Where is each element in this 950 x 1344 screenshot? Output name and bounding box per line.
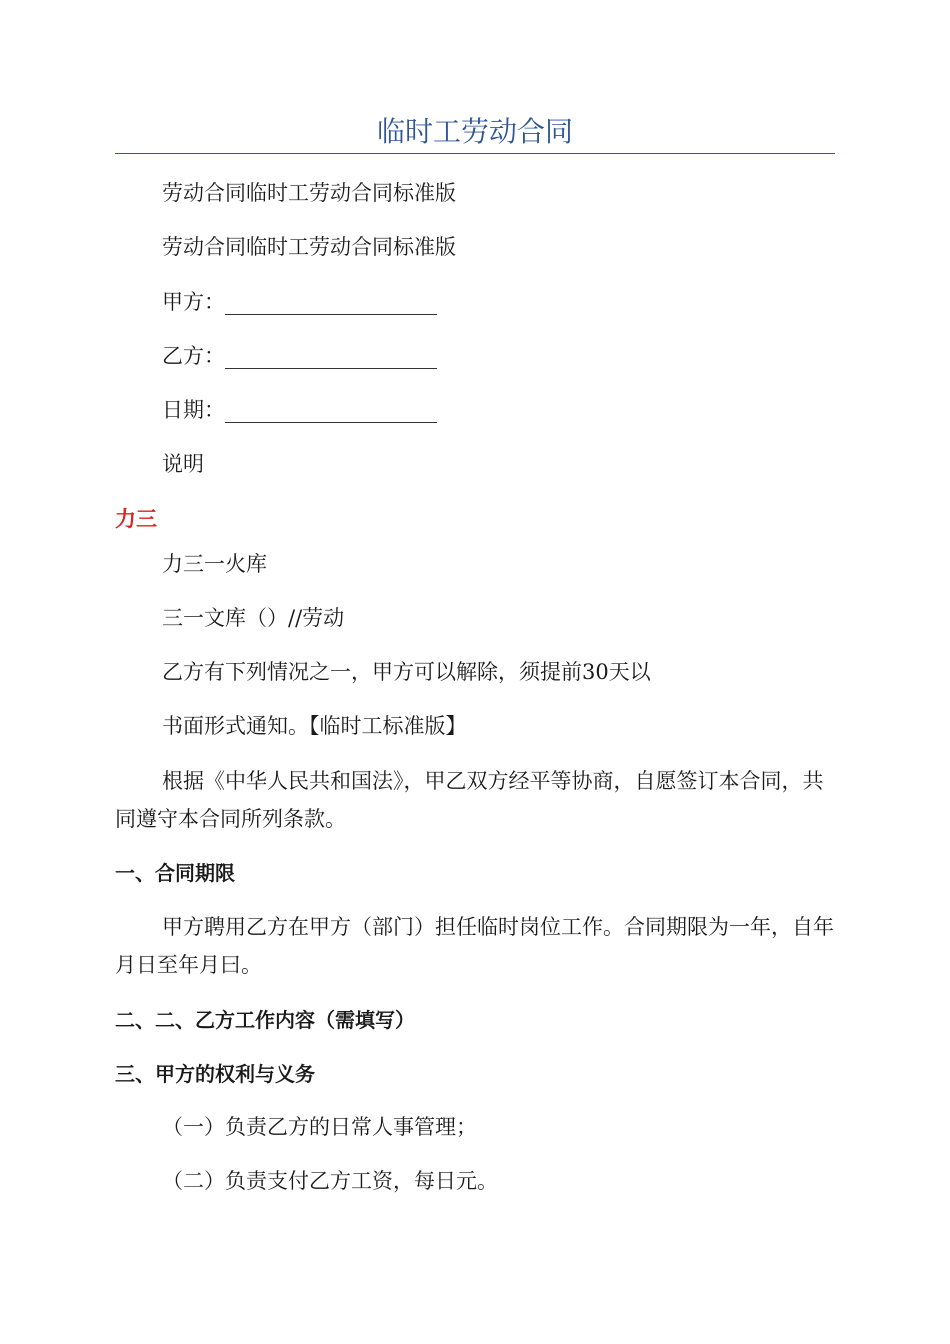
title-underline [115, 153, 835, 154]
document-title: 临时工劳动合同 [376, 115, 573, 148]
party-a-row [115, 283, 835, 321]
section-heading-1: 一、合同期限 [115, 861, 235, 885]
section-heading-3: 三、甲方的权利与义务 [115, 1062, 315, 1086]
party-a-blank [225, 288, 437, 315]
paragraph-intro: 根据《中华人民共和国法》，甲乙双方经平等协商，自愿签订本合同，共同遵守本合同所列条款。 [115, 769, 824, 831]
note-line: 说明 [162, 452, 204, 476]
subtitle-line-2: 劳动合同临时工劳动合同标准版 [162, 235, 456, 259]
party-a-label: 甲方： [162, 290, 225, 314]
red-heading: 力三 [115, 507, 157, 531]
date-label: 日期： [162, 398, 225, 422]
list-item-1: （一）负责乙方的日常人事管理； [162, 1115, 477, 1139]
party-b-blank [225, 342, 437, 369]
section-heading-2: 二、二、乙方工作内容（需填写） [115, 1008, 415, 1032]
date-row [115, 391, 835, 429]
text-line-4: 三一文库（）//劳动 [162, 606, 345, 630]
paragraph-term: 甲方聘用乙方在甲方（部门）担任临时岗位工作。合同期限为一年，自年月日至年月曰。 [115, 915, 834, 977]
list-item-2: （二）负责支付乙方工资，每日元。 [162, 1169, 498, 1193]
party-b-row [115, 337, 835, 375]
text-line-3: 力三一火库 [162, 552, 267, 576]
party-b-label: 乙方： [162, 344, 225, 368]
date-blank [225, 396, 437, 423]
subtitle-line-1: 劳动合同临时工劳动合同标准版 [162, 181, 456, 205]
text-line-6: 书面形式通知。【临时工标准版】 [162, 714, 467, 738]
text-line-5: 乙方有下列情况之一，甲方可以解除，须提前30天以 [162, 660, 651, 684]
